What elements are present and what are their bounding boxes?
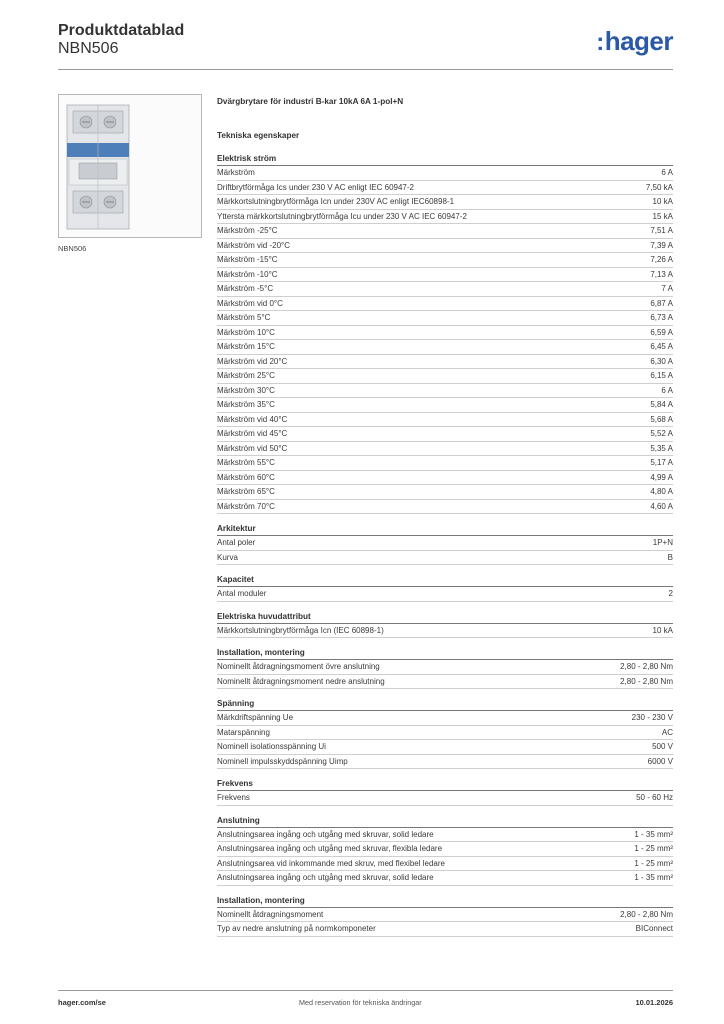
spec-value: 2,80 - 2,80 Nm [620,662,673,671]
footer-disclaimer: Med reservation för tekniska ändringar [299,998,422,1007]
spec-label: Märkström vid 50°C [217,443,288,453]
document-title: Produktdatablad [58,22,185,39]
spec-value: 4,99 A [650,472,673,482]
section-title: Anslutning [217,815,673,828]
spec-value: 2 [668,589,673,598]
spec-label: Antal poler [217,538,256,547]
section-title: Frekvens [217,778,673,791]
spec-label: Nominell isolationsspänning Ui [217,742,326,751]
spec-value: 6,73 A [650,313,673,322]
spec-label: Märkström -5°C [217,284,274,293]
section-title: Kapacitet [217,574,673,587]
spec-row [217,166,673,181]
spec-value: 2,80 - 2,80 Nm [620,909,673,919]
spec-value: 6 A [661,385,673,395]
spec-value: 5,68 A [650,414,673,424]
logo-colon: : [596,29,604,56]
circuit-breaker-illustration [59,95,201,237]
spec-value: 1 - 25 mm² [634,858,673,868]
section-title: Elektrisk ström [217,153,673,166]
spec-row [217,311,673,326]
spec-row [217,536,673,551]
spec-row [217,828,673,843]
spec-value: 4,80 A [650,487,673,496]
section-title: Elektriska huvudattribut [217,611,673,624]
spec-label: Märkström [217,168,255,177]
section-title: Arkitektur [217,523,673,536]
section-title: Installation, montering [217,647,673,660]
spec-value: 5,52 A [650,429,673,438]
footer-date: 10.01.2026 [635,998,673,1007]
spec-value: 5,35 A [650,443,673,453]
spec-label: Märkström vid -20°C [217,240,290,250]
spec-row [217,485,673,500]
spec-value: 1 - 35 mm² [634,873,673,882]
footer-website: hager.com/se [58,998,106,1007]
spec-row [217,675,673,690]
spec-value: 5,84 A [650,400,673,409]
spec-label: Anslutningsarea ingång och utgång med skruvar, solid ledare [217,873,434,882]
spec-label: Kurva [217,552,238,562]
spec-row [217,268,673,283]
spec-value: AC [661,727,673,737]
spec-label: Märkdriftspänning Ue [217,713,294,722]
spec-label: Märkström 5°C [217,313,271,322]
spec-row [217,871,673,886]
spec-label: Typ av nedre anslutning på normkomponeter [217,924,376,933]
logo-text: hager [604,26,673,56]
spec-label: Antal moduler [217,589,267,598]
section-title: Spänning [217,698,673,711]
spec-label: Märkkortslutningbrytförmåga Icn (IEC 60898-1) [217,625,384,635]
spec-row [217,587,673,602]
spec-row [217,908,673,923]
spec-value: BIConnect [635,924,673,933]
breaker-body-icon [67,105,129,229]
spec-row [217,239,673,254]
spec-label: Nominell impulsskyddspänning Uimp [217,756,348,766]
spec-value: 4,60 A [650,501,673,511]
spec-row [217,500,673,515]
spec-value: 1P+N [652,538,673,547]
technical-properties-heading: Tekniska egenskaper [217,131,300,140]
spec-content [217,96,673,937]
product-name: Dvärgbrytare för industri B-kar 10kA 6A 1-pol+N [217,97,404,106]
spec-label: Nominellt åtdragningsmoment nedre anslutning [217,676,385,686]
spec-label: Nominellt åtdragningsmoment övre anslutning [217,662,380,671]
spec-value: 5,17 A [650,458,673,467]
spec-label: Märkström 35°C [217,400,275,409]
document-subtitle: NBN506 [58,40,119,57]
spec-value: 10 kA [652,197,673,206]
spec-label: Märkström vid 40°C [217,414,288,424]
spec-value: 7,39 A [650,240,673,250]
spec-row [217,297,673,312]
spec-value: 230 - 230 V [631,713,673,722]
spec-row [217,224,673,239]
spec-row [217,660,673,675]
spec-row [217,726,673,741]
spec-row [217,791,673,806]
spec-sections [217,153,673,937]
spec-row [217,355,673,370]
spec-row [217,282,673,297]
spec-label: Anslutningsarea ingång och utgång med skruvar, solid ledare [217,829,434,839]
spec-value: 7,51 A [650,226,673,235]
spec-row [217,340,673,355]
spec-label: Matarspänning [217,727,270,737]
spec-label: Märkström vid 45°C [217,429,288,438]
header-divider [58,69,673,70]
spec-value: 7,13 A [650,269,673,279]
spec-label: Märkström 65°C [217,487,275,496]
spec-label: Märkström 25°C [217,371,275,380]
spec-value: 6,45 A [650,342,673,351]
section-title: Installation, montering [217,895,673,908]
spec-row [217,427,673,442]
spec-row [217,922,673,937]
spec-value: 6,59 A [650,327,673,337]
spec-value: 7,26 A [650,255,673,264]
spec-label: Nominellt åtdragningsmoment [217,909,324,919]
spec-row [217,755,673,770]
spec-row [217,210,673,225]
spec-row [217,398,673,413]
spec-row [217,740,673,755]
spec-label: Anslutningsarea vid inkommande med skruv, med flexibel ledare [217,858,445,868]
spec-label: Märkström 30°C [217,385,275,395]
spec-label: Märkström -15°C [217,255,278,264]
spec-label: Märkström vid 20°C [217,356,288,366]
spec-row [217,369,673,384]
spec-label: Märkström 55°C [217,458,275,467]
spec-row [217,326,673,341]
spec-row [217,711,673,726]
spec-row [217,253,673,268]
page-header [58,22,673,66]
spec-value: 6,30 A [650,356,673,366]
spec-value: 50 - 60 Hz [636,793,673,802]
spec-value: B [667,552,673,562]
spec-row [217,624,673,639]
spec-row [217,857,673,872]
spec-row [217,551,673,566]
spec-row [217,842,673,857]
spec-label: Driftbrytförmåga Ics under 230 V AC enligt IEC 60947-2 [217,182,414,192]
spec-label: Märkström -25°C [217,226,278,235]
footer-divider [58,990,673,991]
spec-value: 500 V [652,742,673,751]
spec-label: Märkström 10°C [217,327,275,337]
spec-value: 2,80 - 2,80 Nm [620,676,673,686]
spec-value: 7 A [661,284,673,293]
spec-label: Frekvens [217,793,250,802]
spec-label: Anslutningsarea ingång och utgång med skruvar, flexibla ledare [217,844,443,853]
spec-value: 15 kA [652,211,673,221]
spec-row [217,456,673,471]
spec-value: 10 kA [652,625,673,635]
spec-value: 7,50 kA [645,182,673,192]
spec-row [217,413,673,428]
spec-row [217,384,673,399]
spec-value: 6000 V [647,756,673,766]
spec-row [217,195,673,210]
spec-row [217,181,673,196]
image-caption: NBN506 [58,244,87,253]
spec-label: Märkkortslutningbrytförmåga Icn under 230V AC enligt IEC60898-1 [217,197,455,206]
spec-value: 1 - 35 mm² [634,829,673,839]
spec-row [217,442,673,457]
spec-value: 6,87 A [650,298,673,308]
spec-label: Märkström vid 0°C [217,298,283,308]
product-image [58,94,202,238]
spec-value: 6,15 A [650,371,673,380]
spec-row [217,471,673,486]
spec-label: Märkström 60°C [217,472,275,482]
hager-logo [596,26,673,58]
spec-label: Yttersta märkkortslutningbrytförmåga Icu under 230 V AC IEC 60947-2 [217,211,467,221]
spec-label: Märkström -10°C [217,269,278,279]
spec-label: Märkström 15°C [217,342,275,351]
spec-label: Märkström 70°C [217,501,275,511]
spec-value: 6 A [661,168,673,177]
spec-value: 1 - 25 mm² [634,844,673,853]
